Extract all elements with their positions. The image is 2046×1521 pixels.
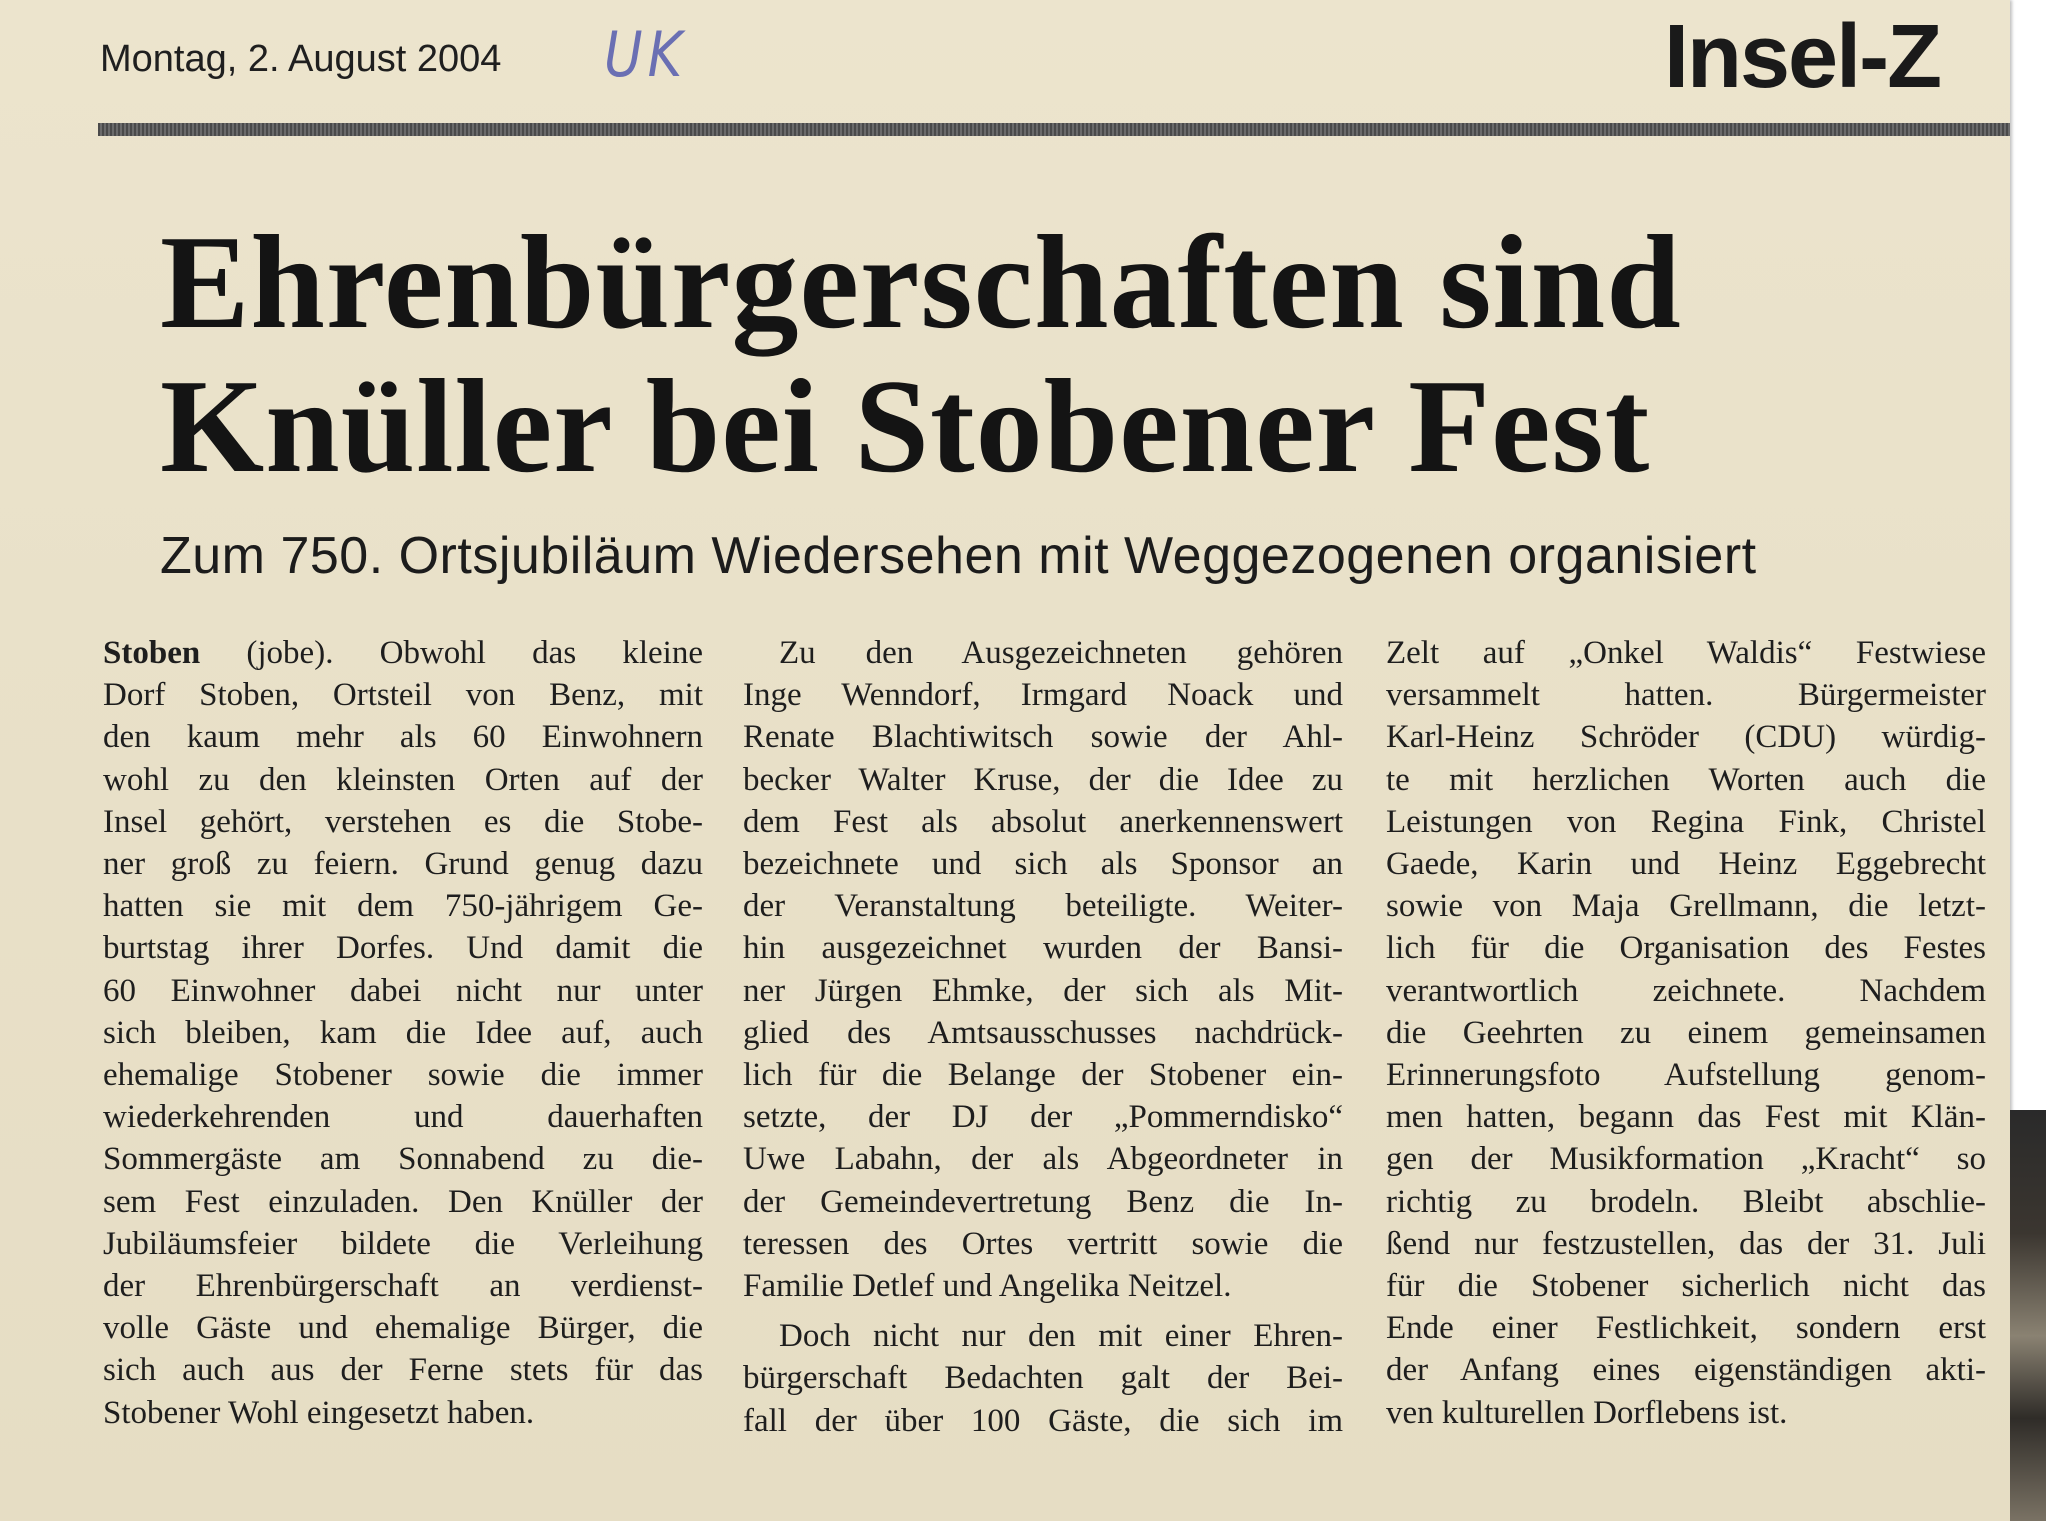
article-line: die Geehrten zu einem gemeinsamen	[1386, 1014, 1986, 1051]
article-headline	[160, 210, 1920, 498]
publication-date: Montag, 2. August 2004	[100, 38, 502, 80]
article-line: volle Gäste und ehemalige Bürger, die	[103, 1310, 703, 1347]
article-line: sem Fest einzuladen. Den Knüller der	[103, 1183, 703, 1220]
article-line: der Anfang eines eigenständigen akti-	[1386, 1352, 1986, 1389]
article-line: wohl zu den kleinsten Orten auf der	[103, 761, 703, 798]
article-line: Inge Wenndorf, Irmgard Noack und	[743, 677, 1343, 714]
article-line: lich für die Belange der Stobener ein-	[743, 1057, 1343, 1094]
article-line: ner groß zu feiern. Grund genug dazu	[103, 846, 703, 883]
article-line: Uwe Labahn, der als Abgeordneter in	[743, 1141, 1343, 1178]
article-line: sich bleiben, kam die Idee auf, auch	[103, 1014, 703, 1051]
article-line: ven kulturellen Dorflebens ist.	[1386, 1394, 1788, 1431]
article-line: der Gemeindevertretung Benz die In-	[743, 1183, 1343, 1220]
article-line: Insel gehört, verstehen es die Stobe-	[103, 803, 703, 840]
article-line: setzte, der DJ der „Pommerndisko“	[743, 1099, 1343, 1136]
article-line: Sommergäste am Sonnabend zu die-	[103, 1141, 703, 1178]
article-line: teressen des Ortes vertritt sowie die	[743, 1225, 1343, 1262]
article-line: der Ehrenbürgerschaft an verdienst-	[103, 1268, 703, 1305]
article-line: Jubiläumsfeier bildete die Verleihung	[103, 1225, 703, 1262]
paragraph-gap	[743, 1307, 1343, 1315]
article-line: Karl-Heinz Schröder (CDU) würdig-	[1386, 719, 1986, 756]
article-line: gen der Musikformation „Kracht“ so	[1386, 1141, 1986, 1178]
article-subheadline: Zum 750. Ortsjubiläum Wiedersehen mit Weggezogenen organisiert	[160, 527, 1757, 585]
article-line: ßend nur festzustellen, das der 31. Juli	[1386, 1225, 1986, 1262]
article-line: Renate Blachtiwitsch sowie der Ahl-	[743, 719, 1343, 756]
article-line: glied des Amtsausschusses nachdrück-	[743, 1014, 1343, 1051]
article-line: ehemalige Stobener sowie die immer	[103, 1057, 703, 1094]
article-line: sich auch aus der Ferne stets für das	[103, 1352, 703, 1389]
article-column-3	[1386, 632, 1986, 1434]
article-line: Gaede, Karin und Heinz Eggebrecht	[1386, 846, 1986, 883]
article-line: men hatten, begann das Fest mit Klän-	[1386, 1099, 1986, 1136]
article-line: den kaum mehr als 60 Einwohnern	[103, 719, 703, 756]
article-line: Erinnerungsfoto Aufstellung genom-	[1386, 1057, 1986, 1094]
article-line: lich für die Organisation des Festes	[1386, 930, 1986, 967]
article-column-1	[103, 632, 703, 1434]
article-line: Doch nicht nur den mit einer Ehren-	[779, 1318, 1343, 1355]
headline-line-2: Knüller bei Stobener Fest	[160, 352, 1651, 500]
article-line: verantwortlich zeichnete. Nachdem	[1386, 972, 1986, 1009]
article-line: der Veranstaltung beteiligte. Weiter-	[743, 888, 1343, 925]
headline-line-1: Ehrenbürgerschaften sind	[160, 208, 1682, 356]
article-line: bezeichnete und sich als Sponsor an	[743, 846, 1343, 883]
article-line: bürgerschaft Bedachten galt der Bei-	[743, 1360, 1343, 1397]
article-line: burtstag ihrer Dorfes. Und damit die	[103, 930, 703, 967]
handwritten-note: UK	[604, 18, 688, 91]
article-dateline: Stoben	[103, 635, 201, 671]
article-line: sowie von Maja Grellmann, die letzt-	[1386, 888, 1986, 925]
header-rule	[98, 123, 2010, 136]
article-line: Dorf Stoben, Ortsteil von Benz, mit	[103, 677, 703, 714]
article-line: hatten sie mit dem 750-jährigem Ge-	[103, 888, 703, 925]
article-line: 60 Einwohner dabei nicht nur unter	[103, 972, 703, 1009]
article-line: te mit herzlichen Worten auch die	[1386, 761, 1986, 798]
article-line: fall der über 100 Gäste, die sich im	[743, 1402, 1343, 1439]
article-line: dem Fest als absolut anerkennenswert	[743, 803, 1343, 840]
article-line: Zelt auf „Onkel Waldis“ Festwiese	[1386, 635, 1986, 671]
article-line: richtig zu brodeln. Bleibt abschlie-	[1386, 1183, 1986, 1220]
article-line: ner Jürgen Ehmke, der sich als Mit-	[743, 972, 1343, 1009]
article-line: becker Walter Kruse, der die Idee zu	[743, 761, 1343, 798]
adjacent-photo-edge	[2010, 1110, 2046, 1521]
article-line: wiederkehrenden und dauerhaften	[103, 1099, 703, 1136]
article-line: Stobener Wohl eingesetzt haben.	[103, 1394, 535, 1431]
article-line: für die Stobener sicherlich nicht das	[1386, 1268, 1986, 1305]
article-line: Stoben (jobe). Obwohl das kleine	[103, 635, 703, 671]
article-column-2	[743, 632, 1343, 1442]
article-line: versammelt hatten. Bürgermeister	[1386, 677, 1986, 714]
article-line: Leistungen von Regina Fink, Christel	[1386, 803, 1986, 840]
article-line: Familie Detlef und Angelika Neitzel.	[743, 1268, 1232, 1305]
article-line: Zu den Ausgezeichneten gehören	[779, 635, 1343, 671]
article-line: Ende einer Festlichkeit, sondern erst	[1386, 1310, 1986, 1347]
article-line: hin ausgezeichnet wurden der Bansi-	[743, 930, 1343, 967]
newspaper-masthead: Insel-Z	[1664, 7, 1941, 107]
